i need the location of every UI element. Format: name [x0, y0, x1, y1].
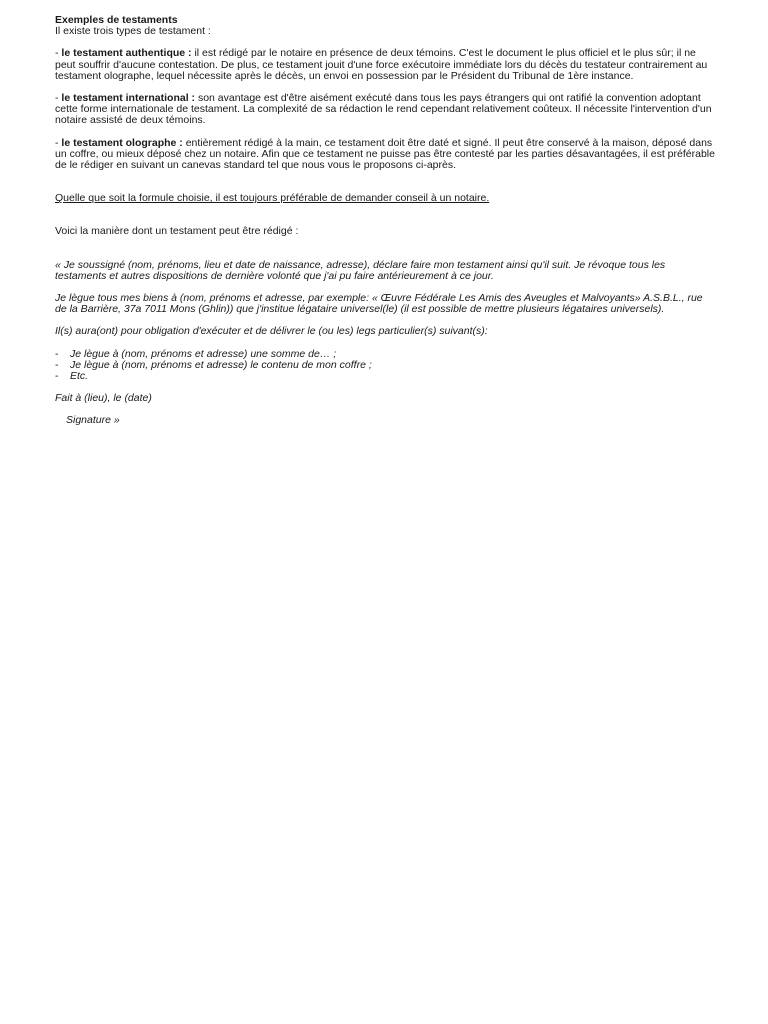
list-text: Je lègue à (nom, prénoms et adresse) une somme de… ; [70, 347, 337, 360]
document-page [55, 15, 715, 427]
type-prefix: - [55, 92, 62, 105]
list-dash: - [55, 358, 59, 371]
list-text: Je lègue à (nom, prénoms et adresse) le contenu de mon coffre ; [70, 358, 372, 371]
example-paragraph-2: Je lègue tous mes biens à (nom, prénoms et adresse, par exemple: « Œuvre Fédérale Les Amis des Aveugles et Malvoyants» A.S.B.L., rue de la Barrière, 37a 7011 Mons (Ghlin)) que j'institue légataire universel(le) (il est possible de mettre plusieurs légataires universels). [55, 292, 703, 316]
list-dash: - [55, 370, 59, 383]
list-dash: - [55, 347, 59, 360]
type-name: le testament international : [61, 92, 196, 105]
type-prefix: - [55, 136, 62, 149]
list-text: Etc. [70, 370, 89, 383]
type-prefix: - [55, 47, 62, 60]
intro-text: Il existe trois types de testament : [55, 25, 211, 38]
signature-line: Signature » [66, 414, 120, 427]
type-description: il est rédigé par le notaire en présence de deux témoins. C'est le document le plus officiel et le plus sûr; il ne peut souffrir d'aucune contestation. De plus, ce testament jouit d'une force exécutoire immédiate lors du décès du testateur contrairement au testament olographe, lequel nécessite après le décès, un envoi en possession par le Président du Tribunal de 1ère instance. [55, 47, 708, 82]
type-international [55, 93, 715, 127]
example-paragraph-3: Il(s) aura(ont) pour obligation d'exécuter et de délivrer le (ou les) legs particulier(s) suivant(s): [55, 325, 488, 338]
advice-text: Quelle que soit la formule choisie, il est toujours préférable de demander conseil à un notaire. [55, 192, 490, 205]
type-authentique [55, 48, 715, 82]
type-description: entièrement rédigé à la main, ce testament doit être daté et signé. Il peut être conservé à la maison, déposé dans un coffre, ou mieux déposé chez un notaire. Afin que ce testament ne puisse pas être contesté par les parties désavantagées, il est préférable de le rédiger en suivant un canevas standard tel que nous vous le proposons ci-après. [55, 136, 715, 172]
type-name: le testament olographe : [61, 136, 183, 149]
example-paragraph-1: « Je soussigné (nom, prénoms, lieu et date de naissance, adresse), déclare faire mon testament ainsi qu'il suit. Je révoque tous les testaments et autres dispositions de dernière volonté que j'ai pu faire antérieurement à ce jour. [55, 258, 666, 282]
type-name: le testament authentique : [61, 47, 192, 60]
document-title: Exemples de testaments [55, 14, 178, 26]
closing-line: Fait à (lieu), le (date) [55, 392, 152, 405]
legacy-list-item [55, 371, 715, 382]
legacy-list-item [55, 360, 715, 371]
example-intro: Voici la manière dont un testament peut être rédigé : [55, 225, 299, 238]
type-olographe [55, 138, 715, 172]
type-description: son avantage est d'être aisément exécuté dans tous les pays étrangers qui ont ratifié la convention adoptant cette forme internationale de testament. La complexité de sa rédaction le rend cependant relativement coûteux. Il nécessite l'intervention d'un notaire assisté de deux témoins. [55, 92, 712, 127]
